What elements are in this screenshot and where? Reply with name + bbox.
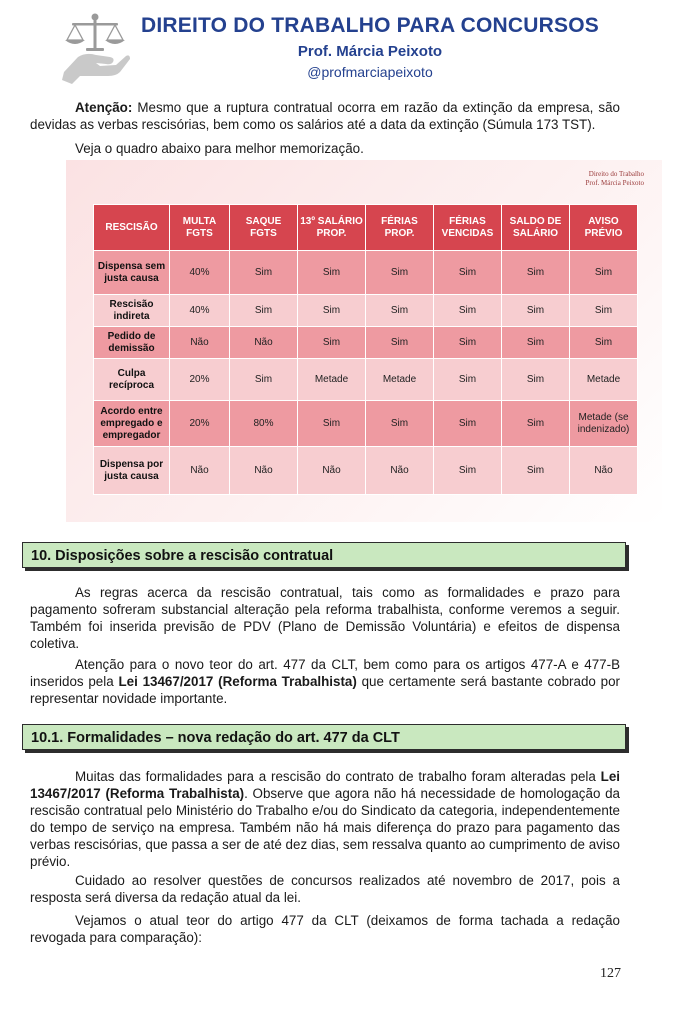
table-header-cell: AVISO PRÉVIO: [570, 205, 638, 251]
table-cell: Sim: [230, 295, 298, 327]
table-cell: Sim: [434, 401, 502, 447]
table-cell: Não: [570, 447, 638, 495]
section-10-p1-text: As regras acerca da rescisão contratual, tais como as formalidades e prazo para pagamento sofreram substancial alteração pela reforma trabalhista, conforme veremos a seguir. Também foi inserida previsão de PDV (Plano de Demissão Voluntária) e efeitos de dispensa coletiva.: [30, 585, 620, 651]
table-cell: Acordo entre empregado e empregador: [94, 401, 170, 447]
table-cell: Não: [230, 447, 298, 495]
table-cell: Sim: [570, 295, 638, 327]
attention-label: Atenção:: [75, 100, 133, 115]
section-10-1-p3-text: Vejamos o atual teor do artigo 477 da CLT (deixamos de forma tachada a redação revogada para comparação):: [30, 913, 620, 945]
table-cell: Sim: [502, 295, 570, 327]
table-cell: Metade (se indenizado): [570, 401, 638, 447]
section-10-paragraph-2: [30, 656, 620, 707]
table-cell: 20%: [170, 359, 230, 401]
table-header-cell: 13º SALÁRIO PROP.: [298, 205, 366, 251]
table-cell: Metade: [366, 359, 434, 401]
table-cell: Culpa recíproca: [94, 359, 170, 401]
table-cell: 40%: [170, 251, 230, 295]
table-cell: Sim: [230, 251, 298, 295]
table-cell: Pedido de demissão: [94, 327, 170, 359]
section-10-1-paragraph-1: [30, 768, 620, 870]
table-cell: Sim: [434, 251, 502, 295]
table-cell: Sim: [298, 401, 366, 447]
table-header-cell: MULTA FGTS: [170, 205, 230, 251]
table-cell: Sim: [502, 359, 570, 401]
section-10-1-paragraph-2: [30, 872, 620, 906]
table-cell: Sim: [366, 295, 434, 327]
table-cell: Sim: [366, 251, 434, 295]
table-cell: 20%: [170, 401, 230, 447]
table-cell: Não: [366, 447, 434, 495]
table-header-cell: SALDO DE SALÁRIO: [502, 205, 570, 251]
section-10-p2-law: Lei 13467/2017 (Reforma Trabalhista): [118, 674, 357, 689]
rescission-table-figure: [66, 160, 662, 522]
table-cell: Metade: [570, 359, 638, 401]
table-cell: Dispensa por justa causa: [94, 447, 170, 495]
attention-text: Mesmo que a ruptura contratual ocorra em razão da extinção da empresa, são devidas as verbas rescisórias, bem como os salários até a data da extinção (Súmula 173 TST).: [30, 100, 620, 132]
table-cell: Não: [298, 447, 366, 495]
section-10-1-paragraph-3: [30, 912, 620, 946]
table-cell: Sim: [366, 327, 434, 359]
header-handle: @profmarciapeixoto: [307, 64, 433, 80]
table-cell: Dispensa sem justa causa: [94, 251, 170, 295]
table-cell: Sim: [434, 295, 502, 327]
table-header-cell: FÉRIAS PROP.: [366, 205, 434, 251]
section-10-1-p1-text-a: Muitas das formalidades para a rescisão do contrato de trabalho foram alteradas pela: [75, 769, 601, 784]
section-10-p2-text-c: que certamente será bastante cobrado por representar novidade importante.: [30, 674, 620, 706]
rescission-table: [93, 204, 638, 495]
watermark-line-2: Prof. Márcia Peixoto: [585, 179, 644, 187]
header-title: DIREITO DO TRABALHO PARA CONCURSOS: [141, 14, 599, 37]
table-row: [94, 401, 638, 447]
table-watermark: [585, 170, 644, 188]
table-row: [94, 447, 638, 495]
section-10-1-heading: 10.1. Formalidades – nova redação do art. 477 da CLT: [22, 724, 626, 750]
section-10-p2-text-a: Atenção para o novo teor do art. 477 da CLT, bem como para os artigos 477-A e 477-B inseridos pela: [30, 657, 620, 689]
table-cell: Não: [230, 327, 298, 359]
table-cell: 80%: [230, 401, 298, 447]
table-cell: Rescisão indireta: [94, 295, 170, 327]
header-professor: Prof. Márcia Peixoto: [297, 43, 443, 60]
table-cell: Metade: [298, 359, 366, 401]
table-cell: Sim: [502, 401, 570, 447]
table-cell: Sim: [230, 359, 298, 401]
section-10-paragraph-1: [30, 584, 620, 652]
see-table-text: Veja o quadro abaixo para melhor memorização.: [75, 141, 364, 156]
page-header: [0, 0, 698, 90]
table-cell: Sim: [570, 327, 638, 359]
table-cell: Não: [170, 447, 230, 495]
scales-of-justice-hand-icon: [58, 10, 132, 86]
page-number: 127: [600, 966, 621, 981]
section-10-heading: 10. Disposições sobre a rescisão contratual: [22, 542, 626, 568]
table-cell: Sim: [366, 401, 434, 447]
section-10-1-p2-text: Cuidado ao resolver questões de concursos realizados até novembro de 2017, pois a resposta será diversa da redação atual da lei.: [30, 873, 620, 905]
section-10-1-p1-law: Lei 13467/2017 (Reforma Trabalhista): [30, 769, 620, 801]
table-cell: Sim: [434, 327, 502, 359]
section-10-1-p1-text-c: . Observe que agora não há necessidade de homologação da rescisão contratual pelo Ministério do Trabalho e/ou do Sindicato da categoria, independentemente do tempo de serviço na empresa. Também não há mais diferença do prazo para pagamento das verbas rescisórias, que passa a ser de até dez dias, sem ressalva quanto ao cumprimento de aviso prévio.: [30, 786, 621, 869]
table-cell: Sim: [502, 251, 570, 295]
table-cell: 40%: [170, 295, 230, 327]
table-header-cell: RESCISÃO: [94, 205, 170, 251]
table-header-cell: SAQUE FGTS: [230, 205, 298, 251]
attention-paragraph: [30, 99, 620, 133]
table-cell: Sim: [570, 251, 638, 295]
table-cell: Sim: [298, 327, 366, 359]
table-cell: Sim: [434, 359, 502, 401]
table-header-row: [94, 205, 638, 251]
table-row: [94, 251, 638, 295]
table-header-cell: FÉRIAS VENCIDAS: [434, 205, 502, 251]
table-row: [94, 295, 638, 327]
table-cell: Sim: [502, 327, 570, 359]
table-cell: Sim: [502, 447, 570, 495]
table-cell: Sim: [434, 447, 502, 495]
table-cell: Sim: [298, 251, 366, 295]
see-table-paragraph: [30, 140, 620, 157]
table-row: [94, 359, 638, 401]
table-cell: Sim: [298, 295, 366, 327]
table-row: [94, 327, 638, 359]
watermark-line-1: Direito do Trabalho: [588, 170, 644, 178]
table-cell: Não: [170, 327, 230, 359]
